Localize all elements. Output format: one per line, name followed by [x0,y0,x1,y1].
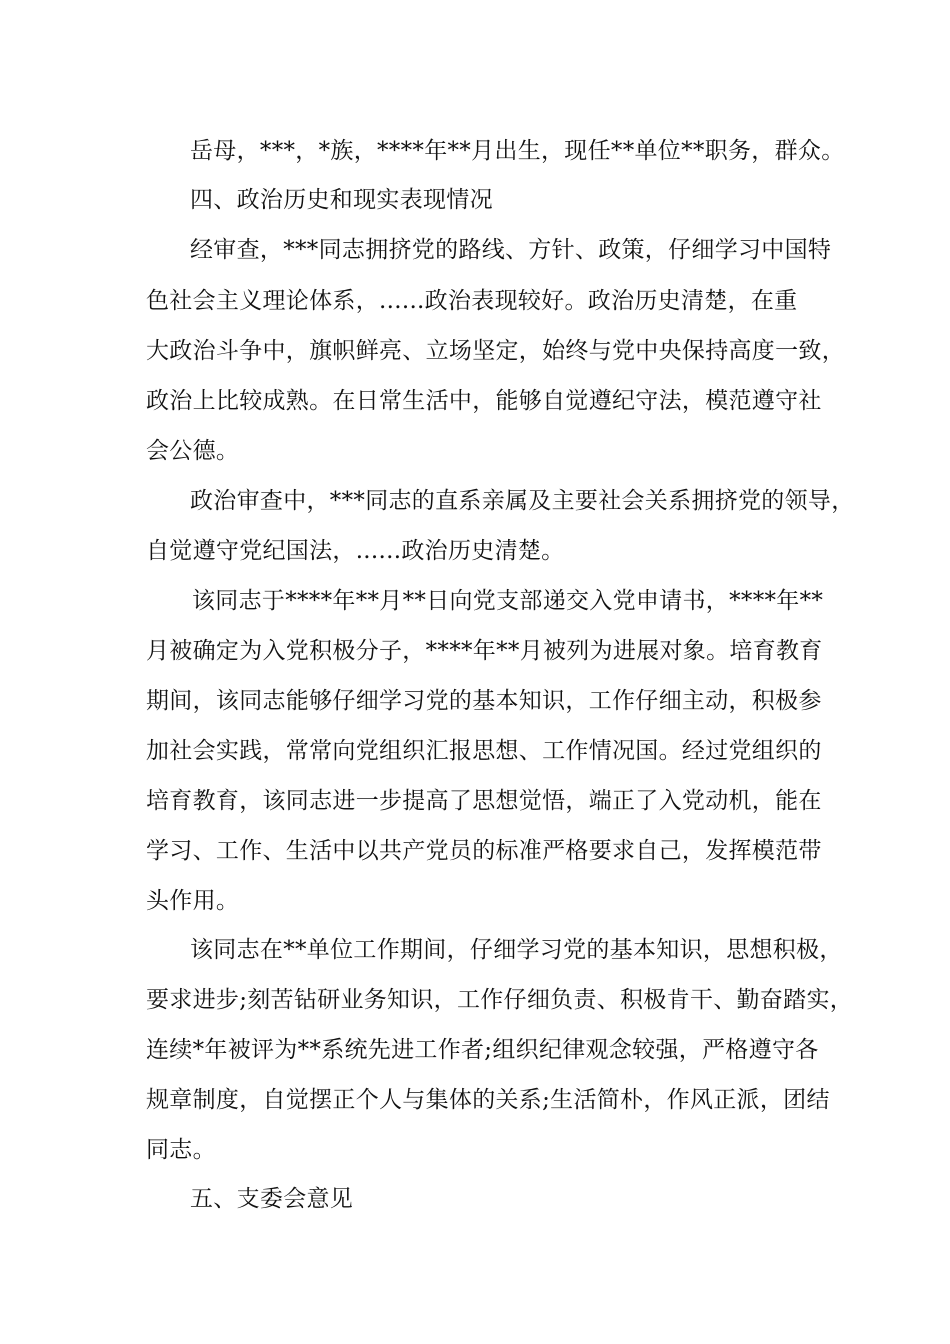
text-line: 该同志在**单位工作期间，仔细学习党的基本知识，思想积极， [190,937,843,963]
text-line: 同志。 [146,1137,216,1163]
text-line: 自觉遵守党纪国法，......政治历史清楚。 [146,538,565,564]
text-line: 要求进步;刻苦钻研业务知识，工作仔细负责、积极肯干、勤奋踏实， [146,987,854,1013]
text-line: 学习、工作、生活中以共产党员的标准严格要求自己，发挥模范带 [146,838,822,864]
text-line: 期间，该同志能够仔细学习党的基本知识，工作仔细主动，积极参 [146,688,822,714]
text-line: 该同志于****年**月**日向党支部递交入党申请书，****年** [192,588,824,614]
text-line: 大政治斗争中，旗帜鲜亮、立场坚定，始终与党中央保持高度一致， [146,338,845,364]
section-heading: 五、支委会意见 [190,1186,354,1212]
text-line: 规章制度，自觉摆正个人与集体的关系;生活简朴，作风正派，团结 [146,1087,830,1113]
text-line: 岳母，***，*族，****年**月出生，现任**单位**职务，群众。 [190,138,845,164]
text-line: 会公德。 [146,438,240,464]
text-line: 色社会主义理论体系，......政治表现较好。政治历史清楚，在重 [146,288,798,314]
text-line: 月被确定为入党积极分子，****年**月被列为进展对象。培育教育 [146,638,823,664]
section-heading: 四、政治历史和现实表现情况 [190,187,493,213]
text-line: 政治上比较成熟。在日常生活中，能够自觉遵纪守法，模范遵守社 [146,388,822,414]
text-line: 政治审查中，***同志的直系亲属及主要社会关系拥挤党的领导， [190,488,855,514]
text-line: 经审查，***同志拥挤党的路线、方针、政策，仔细学习中国特 [190,237,832,263]
text-line: 头作用。 [146,888,240,914]
text-line: 培育教育，该同志进一步提高了思想觉悟，端正了入党动机，能在 [146,788,822,814]
text-line: 连续*年被评为**系统先进工作者;组织纪律观念较强，严格遵守各 [146,1037,819,1063]
text-line: 加社会实践，常常向党组织汇报思想、工作情况国。经过党组织的 [146,738,822,764]
